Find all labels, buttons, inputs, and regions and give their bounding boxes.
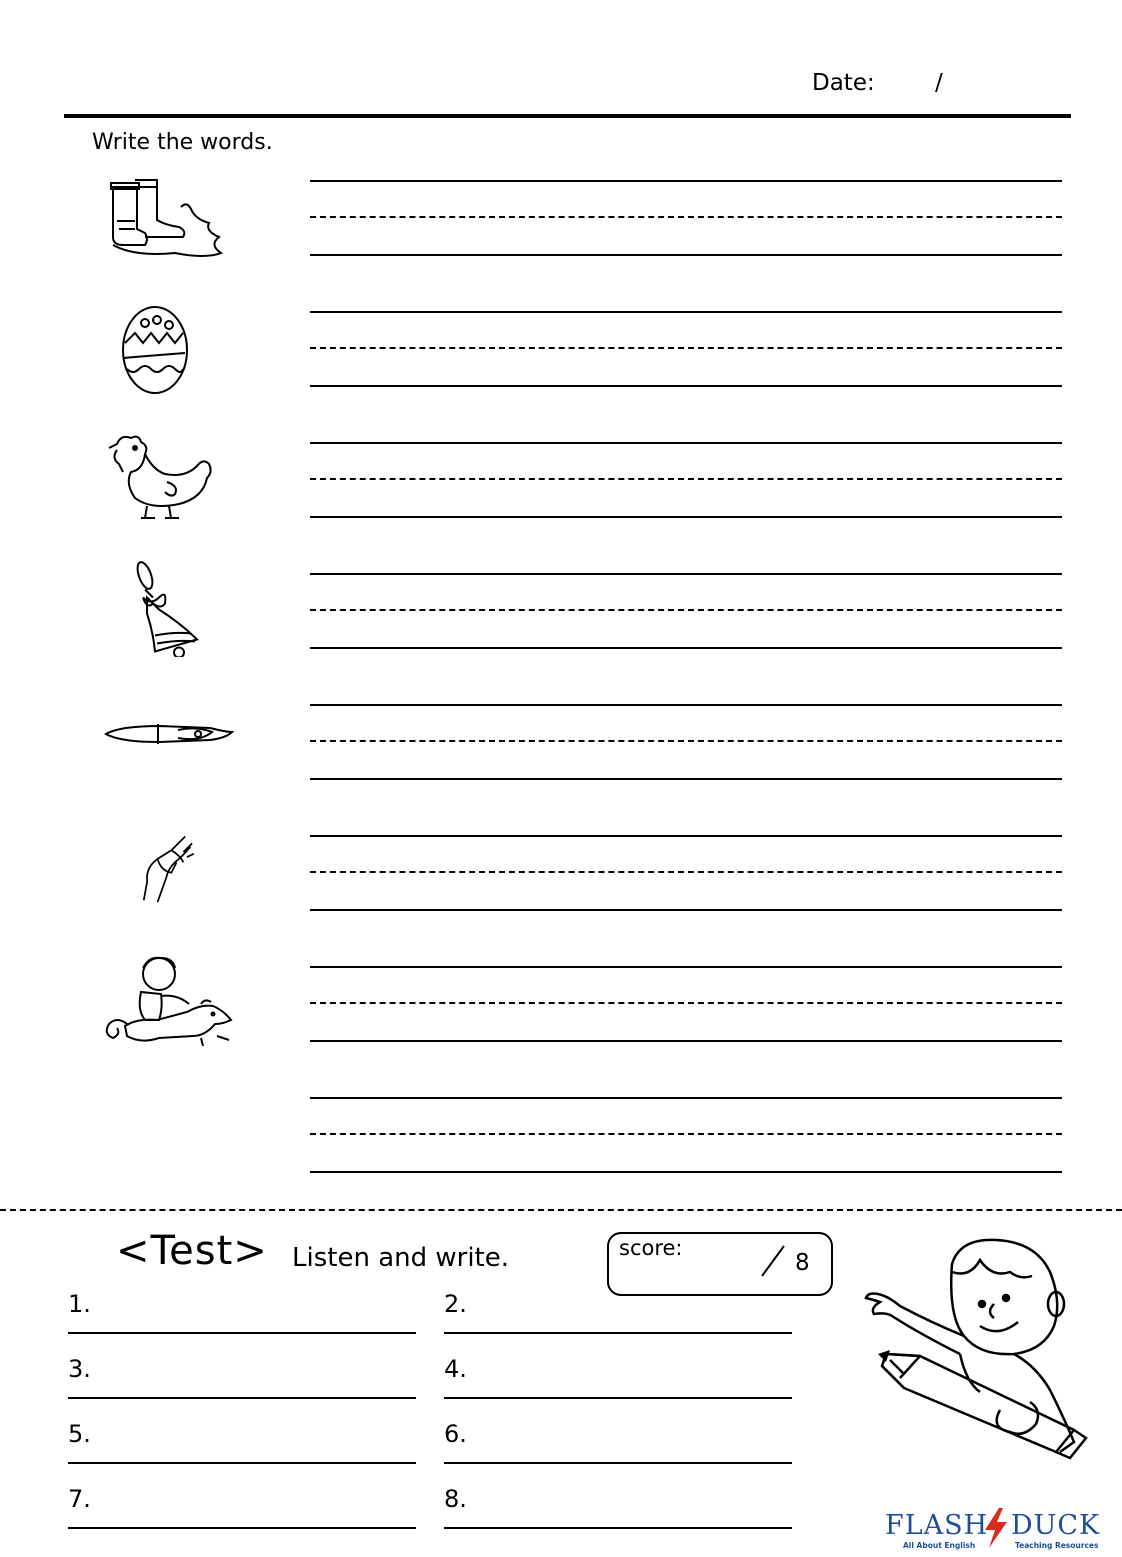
score-label: score: — [619, 1236, 683, 1260]
answer-number: 6. — [444, 1420, 467, 1448]
answer-slot[interactable] — [444, 1355, 792, 1415]
guide-line-bottom[interactable] — [310, 647, 1062, 649]
guide-line-top — [310, 704, 1062, 706]
answer-line[interactable] — [68, 1527, 416, 1529]
guide-line-bottom[interactable] — [310, 1171, 1062, 1173]
date-label: Date: — [812, 70, 875, 96]
writing-row — [0, 966, 1122, 1097]
writing-row — [0, 311, 1122, 442]
test-title: <Test> — [116, 1228, 268, 1274]
answer-number: 2. — [444, 1290, 467, 1318]
guide-line-dashed — [310, 478, 1062, 480]
guide-line-top — [310, 180, 1062, 182]
pen-icon — [100, 704, 240, 799]
guide-line-bottom[interactable] — [310, 385, 1062, 387]
answer-line[interactable] — [444, 1397, 792, 1399]
guide-line-top — [310, 966, 1062, 968]
guide-line-dashed — [310, 1002, 1062, 1004]
guide-line-dashed — [310, 216, 1062, 218]
instruction-text: Write the words. — [92, 130, 273, 155]
guide-line-bottom[interactable] — [310, 909, 1062, 911]
hen-icon — [95, 428, 235, 523]
guide-line-top — [310, 1097, 1062, 1099]
easter-egg-icon — [95, 303, 235, 398]
score-slash — [760, 1244, 786, 1278]
answer-line[interactable] — [444, 1332, 792, 1334]
writing-row — [0, 835, 1122, 966]
guide-line-top — [310, 573, 1062, 575]
answer-slot[interactable] — [68, 1290, 416, 1350]
answer-slot[interactable] — [68, 1485, 416, 1545]
guide-line-dashed — [310, 871, 1062, 873]
guide-line-bottom[interactable] — [310, 516, 1062, 518]
guide-line-dashed — [310, 1133, 1062, 1135]
answer-line[interactable] — [444, 1527, 792, 1529]
header-rule — [64, 114, 1071, 118]
writing-row — [0, 704, 1122, 835]
bell-icon — [95, 557, 235, 657]
answer-slot[interactable] — [444, 1420, 792, 1480]
guide-line-bottom[interactable] — [310, 778, 1062, 780]
answer-number: 4. — [444, 1355, 467, 1383]
guide-line-dashed — [310, 740, 1062, 742]
answer-number: 5. — [68, 1420, 91, 1448]
answer-number: 7. — [68, 1485, 91, 1513]
answer-slot[interactable] — [68, 1420, 416, 1480]
boots-puddle-icon — [95, 175, 235, 270]
guide-line-top — [310, 442, 1062, 444]
test-instruction: Listen and write. — [292, 1243, 510, 1273]
answer-line[interactable] — [68, 1332, 416, 1334]
flashduck-logo — [885, 1508, 1115, 1552]
writing-row — [0, 180, 1122, 311]
guide-line-dashed — [310, 347, 1062, 349]
answer-line[interactable] — [68, 1462, 416, 1464]
guide-line-top — [310, 835, 1062, 837]
logo-text-right: DUCK — [1011, 1510, 1101, 1541]
answer-number: 1. — [68, 1290, 91, 1318]
score-total: 8 — [795, 1250, 810, 1276]
logo-subtitle-right: Teaching Resources — [1015, 1541, 1099, 1550]
logo-subtitle-left: All About English — [903, 1541, 976, 1550]
answer-number: 8. — [444, 1485, 467, 1513]
date-separator: / — [935, 70, 943, 96]
cut-line — [0, 1209, 1122, 1211]
logo-text-left: FLASH — [885, 1510, 989, 1541]
answer-line[interactable] — [68, 1397, 416, 1399]
leg-knee-icon — [110, 833, 250, 915]
writing-row — [0, 442, 1122, 573]
guide-line-bottom[interactable] — [310, 1040, 1062, 1042]
guide-line-dashed — [310, 609, 1062, 611]
answer-line[interactable] — [444, 1462, 792, 1464]
answer-slot[interactable] — [68, 1355, 416, 1415]
answer-slot[interactable] — [444, 1290, 792, 1350]
boy-with-pencil-icon — [860, 1232, 1092, 1462]
answer-number: 3. — [68, 1355, 91, 1383]
answer-slot[interactable] — [444, 1485, 792, 1545]
guide-line-bottom[interactable] — [310, 254, 1062, 256]
boy-petting-dog-icon — [97, 954, 237, 1049]
guide-line-top — [310, 311, 1062, 313]
lightning-bolt-icon — [981, 1508, 1009, 1548]
writing-row — [0, 573, 1122, 704]
